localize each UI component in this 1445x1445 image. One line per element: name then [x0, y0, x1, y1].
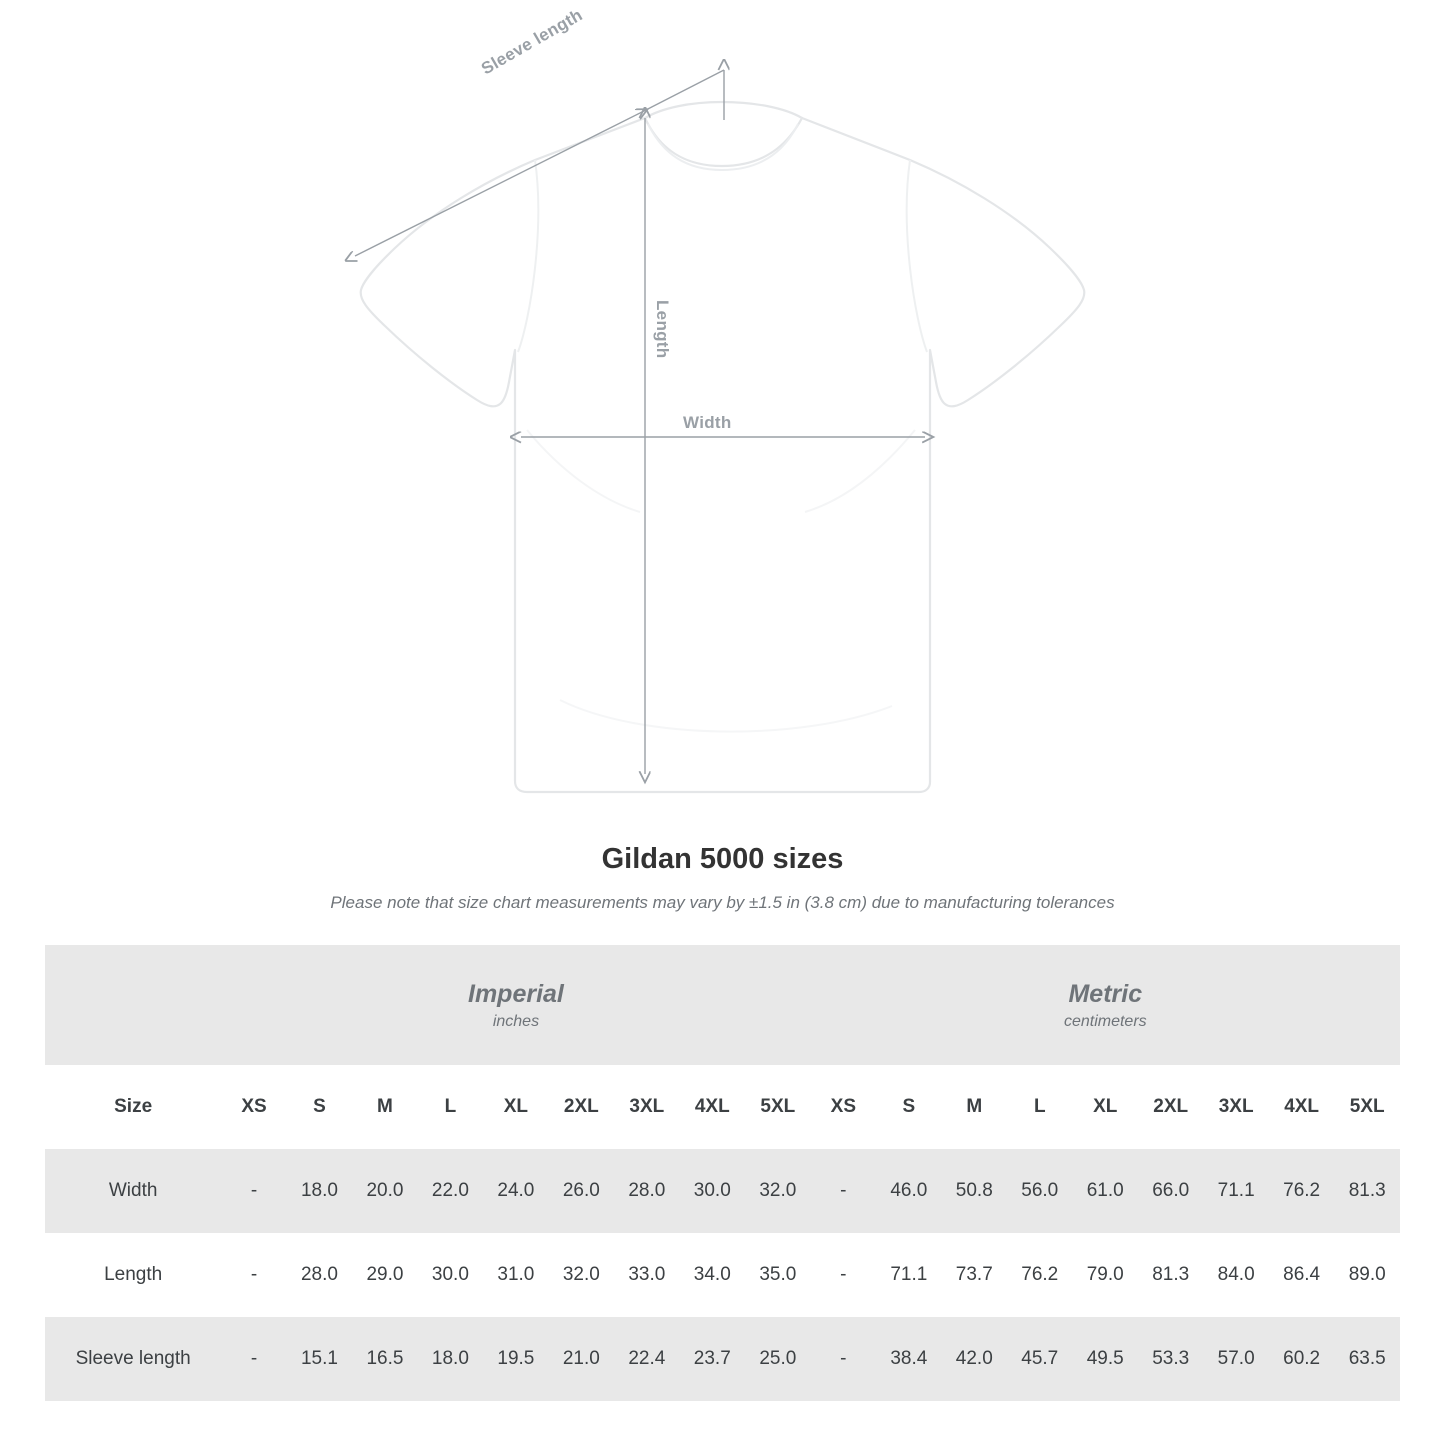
cell-sleeve-metric-3xl: 57.0 [1203, 1317, 1268, 1401]
cell-width-metric-3xl: 71.1 [1203, 1149, 1268, 1233]
cell-width-imperial-4xl: 30.0 [680, 1149, 745, 1233]
cell-width-metric-xs: - [811, 1149, 876, 1233]
size-header-metric-3xl: 3XL [1203, 1065, 1268, 1149]
size-header-metric-s: S [876, 1065, 941, 1149]
cell-width-metric-m: 50.8 [942, 1149, 1007, 1233]
tshirt-shape [361, 102, 1085, 792]
size-header-imperial-s: S [287, 1065, 352, 1149]
cell-length-imperial-xl: 31.0 [483, 1233, 548, 1317]
column-header-size: Size [45, 1065, 221, 1149]
cell-sleeve-imperial-4xl: 23.7 [680, 1317, 745, 1401]
size-header-metric-m: M [942, 1065, 1007, 1149]
sleeve-length-label: Sleeve length [478, 5, 586, 79]
cell-length-metric-s: 71.1 [876, 1233, 941, 1317]
cell-length-metric-2xl: 81.3 [1138, 1233, 1203, 1317]
size-header-imperial-3xl: 3XL [614, 1065, 679, 1149]
cell-width-metric-l: 56.0 [1007, 1149, 1072, 1233]
cell-width-metric-xl: 61.0 [1072, 1149, 1137, 1233]
cell-length-imperial-l: 30.0 [418, 1233, 483, 1317]
cell-width-imperial-m: 20.0 [352, 1149, 417, 1233]
tolerance-note: Please note that size chart measurements may vary by ±1.5 in (3.8 cm) due to manufacturing tolerances [330, 893, 1115, 912]
cell-length-metric-3xl: 84.0 [1203, 1233, 1268, 1317]
row-label-length: Length [45, 1233, 221, 1317]
size-header-metric-xs: XS [811, 1065, 876, 1149]
unit-system-metric: Metric [1068, 980, 1143, 1009]
cell-sleeve-metric-xl: 49.5 [1072, 1317, 1137, 1401]
table-row [45, 1149, 1400, 1233]
size-header-metric-5xl: 5XL [1334, 1065, 1400, 1149]
unit-group-imperial [221, 945, 810, 1065]
unit-header-row [45, 945, 1400, 1065]
cell-sleeve-metric-m: 42.0 [942, 1317, 1007, 1401]
size-header-metric-l: L [1007, 1065, 1072, 1149]
page-title: Gildan 5000 sizes [601, 843, 844, 875]
cell-sleeve-metric-s: 38.4 [876, 1317, 941, 1401]
cell-width-metric-5xl: 81.3 [1334, 1149, 1400, 1233]
row-label-width: Width [45, 1149, 221, 1233]
size-header-imperial-l: L [418, 1065, 483, 1149]
size-header-imperial-xl: XL [483, 1065, 548, 1149]
cell-sleeve-imperial-5xl: 25.0 [745, 1317, 811, 1401]
cell-width-metric-s: 46.0 [876, 1149, 941, 1233]
table-row [45, 1317, 1400, 1401]
cell-width-imperial-2xl: 26.0 [549, 1149, 614, 1233]
size-header-imperial-4xl: 4XL [680, 1065, 745, 1149]
cell-sleeve-metric-5xl: 63.5 [1334, 1317, 1400, 1401]
cell-sleeve-imperial-xs: - [221, 1317, 286, 1401]
cell-sleeve-metric-xs: - [811, 1317, 876, 1401]
unit-system-imperial: Imperial [468, 980, 564, 1009]
cell-length-imperial-xs: - [221, 1233, 286, 1317]
cell-length-imperial-5xl: 35.0 [745, 1233, 811, 1317]
cell-sleeve-metric-l: 45.7 [1007, 1317, 1072, 1401]
cell-width-imperial-s: 18.0 [287, 1149, 352, 1233]
cell-length-metric-4xl: 86.4 [1269, 1233, 1334, 1317]
cell-sleeve-imperial-s: 15.1 [287, 1317, 352, 1401]
cell-width-metric-4xl: 76.2 [1269, 1149, 1334, 1233]
cell-length-metric-xs: - [811, 1233, 876, 1317]
size-table [45, 945, 1400, 1401]
cell-sleeve-imperial-3xl: 22.4 [614, 1317, 679, 1401]
cell-length-imperial-4xl: 34.0 [680, 1233, 745, 1317]
cell-width-imperial-3xl: 28.0 [614, 1149, 679, 1233]
cell-sleeve-imperial-m: 16.5 [352, 1317, 417, 1401]
size-table-wrapper [45, 945, 1400, 1401]
cell-sleeve-metric-4xl: 60.2 [1269, 1317, 1334, 1401]
size-header-metric-4xl: 4XL [1269, 1065, 1334, 1149]
length-label: Length [653, 300, 672, 359]
cell-width-metric-2xl: 66.0 [1138, 1149, 1203, 1233]
cell-width-imperial-xs: - [221, 1149, 286, 1233]
cell-sleeve-imperial-l: 18.0 [418, 1317, 483, 1401]
cell-length-imperial-m: 29.0 [352, 1233, 417, 1317]
size-header-row [45, 1065, 1400, 1149]
cell-length-imperial-2xl: 32.0 [549, 1233, 614, 1317]
width-label: Width [683, 413, 732, 432]
cell-sleeve-imperial-xl: 19.5 [483, 1317, 548, 1401]
unit-header-spacer [45, 945, 221, 1065]
size-header-metric-2xl: 2XL [1138, 1065, 1203, 1149]
cell-width-imperial-5xl: 32.0 [745, 1149, 811, 1233]
cell-length-imperial-s: 28.0 [287, 1233, 352, 1317]
size-header-imperial-2xl: 2XL [549, 1065, 614, 1149]
cell-length-metric-m: 73.7 [942, 1233, 1007, 1317]
cell-width-imperial-xl: 24.0 [483, 1149, 548, 1233]
unit-name-metric: centimeters [1063, 1012, 1147, 1030]
cell-length-metric-l: 76.2 [1007, 1233, 1072, 1317]
size-header-imperial-5xl: 5XL [745, 1065, 811, 1149]
size-header-imperial-m: M [352, 1065, 417, 1149]
cell-sleeve-metric-2xl: 53.3 [1138, 1317, 1203, 1401]
cell-length-metric-xl: 79.0 [1072, 1233, 1137, 1317]
cell-sleeve-imperial-2xl: 21.0 [549, 1317, 614, 1401]
row-label-sleeve-length: Sleeve length [45, 1317, 221, 1401]
unit-group-metric [811, 945, 1400, 1065]
size-header-imperial-xs: XS [221, 1065, 286, 1149]
unit-name-imperial: inches [492, 1012, 540, 1030]
cell-width-imperial-l: 22.0 [418, 1149, 483, 1233]
size-header-metric-xl: XL [1072, 1065, 1137, 1149]
cell-length-imperial-3xl: 33.0 [614, 1233, 679, 1317]
cell-length-metric-5xl: 89.0 [1334, 1233, 1400, 1317]
table-row [45, 1233, 1400, 1317]
